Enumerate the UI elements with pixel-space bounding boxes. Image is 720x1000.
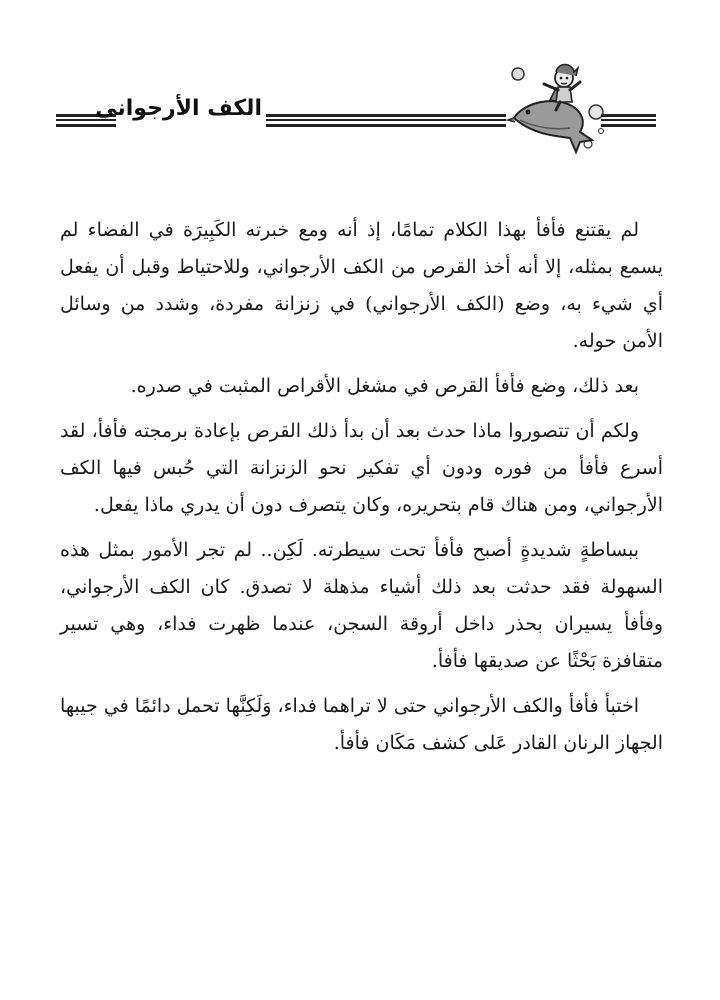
header-decorative-lines-right (601, 114, 656, 127)
paragraph: ولكم أن تتصوروا ماذا حدث بعد أن بدأ ذلك القرص بإعادة برمجته فأفأ، لقد أسرع فأفأ من فوره ودون أي تفكير نحو الزنزانة التي حُبس فيها الكف الأرجواني، ومن هناك قام بتحريره، وكان يتصرف دون أن يدري ماذا يفعل. (60, 420, 663, 516)
chapter-header (56, 56, 656, 166)
story-text (60, 212, 663, 770)
paragraph: بعد ذلك، وضع فأفأ القرص في مشغل الأقراص المثبت في صدره. (130, 375, 639, 397)
paragraph: اختبأ فأفأ والكف الأرجواني حتى لا تراهما فداء، وَلَكِنَّها تحمل دائمًا في جيبها الجهاز الرنان القادر عَلى كشف مَكَان فأفأ. (60, 695, 663, 754)
chapter-title: الكف الأرجواني (95, 96, 262, 121)
paragraph: ببساطةٍ شديدةٍ أصبح فأفأ تحت سيطرته. لَكِن.. لم تجر الأمور بمثل هذه السهولة فقد حدثت بعد ذلك أشياء مذهلة لا تصدق. كان الكف الأرجواني، وفأفأ يسيران بحذر داخل أروقة السجن، عندما ظهرت فداء، وهي تسير متقافزة بَحْثًا عن صديقها فأفأ. (60, 539, 663, 672)
header-decorative-lines-middle (266, 114, 506, 127)
paragraph: لم يقتنع فأفأ بهذا الكلام تمامًا، إذ أنه ومع خبرته الكَبِيرَة في الفضاء لم يسمع بمثله، إلا أنه أخذ القرص من الكف الأرجواني، وللاحتياط وقبل أن يفعل أي شيء به، وضع (الكف الأرجواني) في زنزانة مفردة، وشدد من وسائل الأمن حوله. (60, 219, 663, 352)
girl-riding-dolphin-icon (506, 56, 606, 156)
